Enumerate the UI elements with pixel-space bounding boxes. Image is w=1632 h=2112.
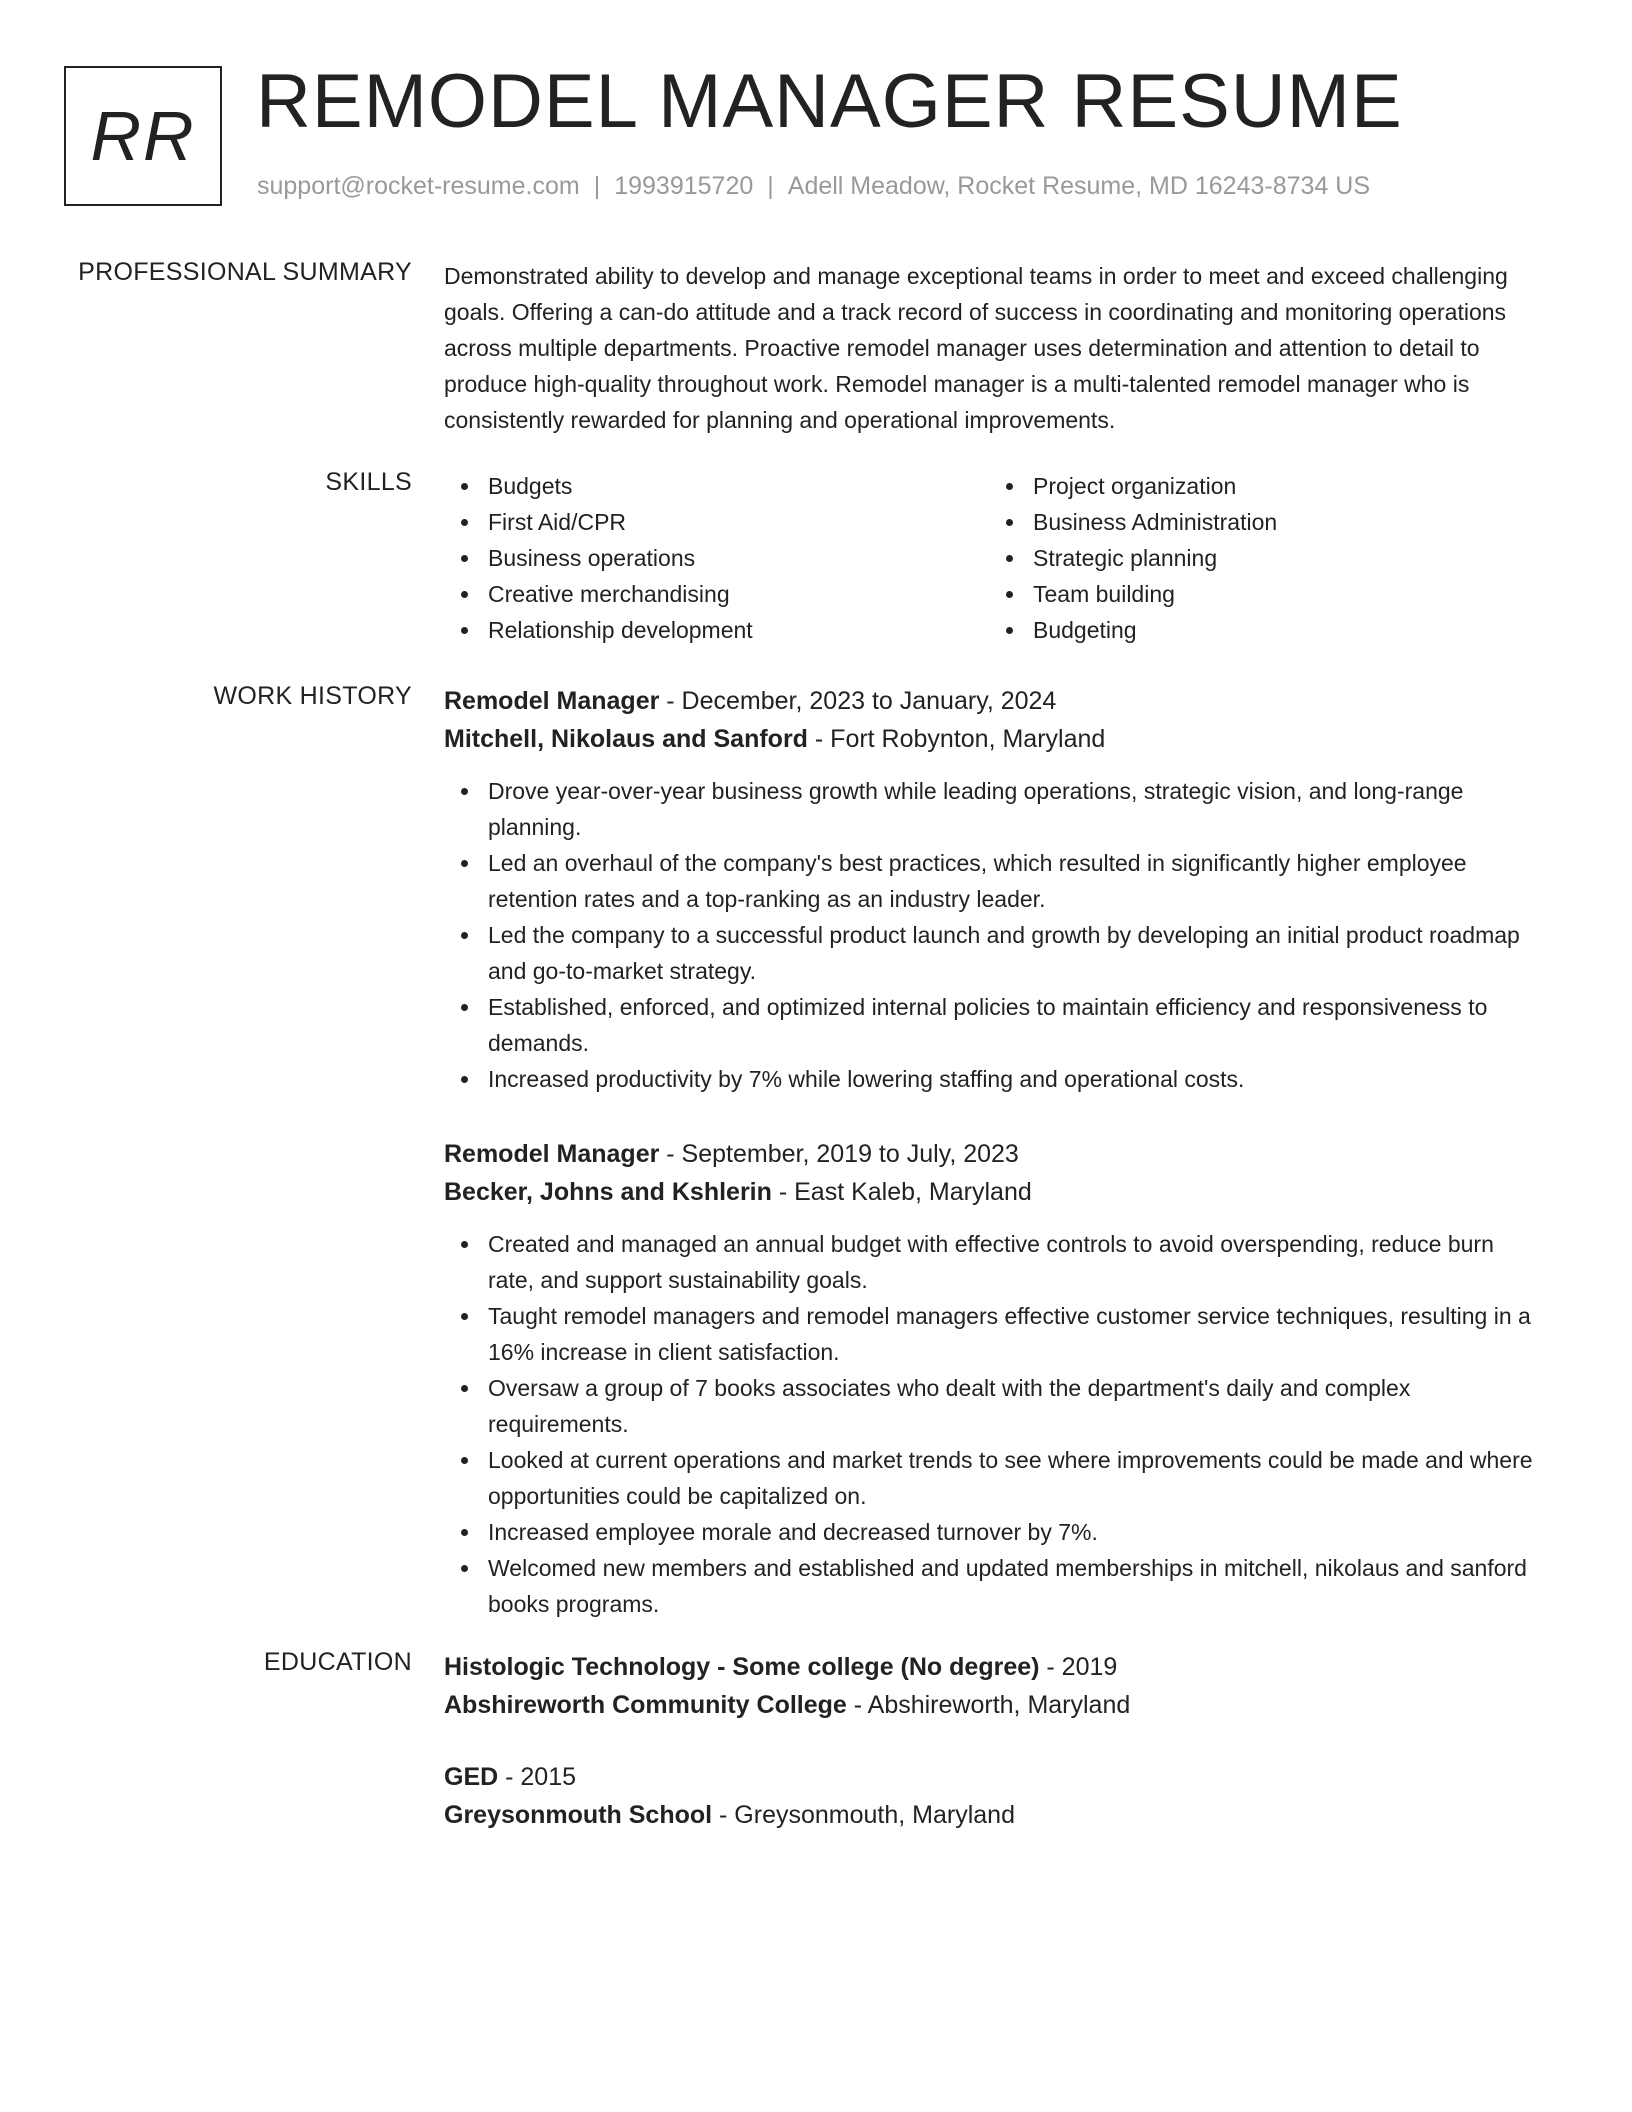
education-degree: Histologic Technology - Some college (No degree)	[444, 1653, 1040, 1681]
skill-item: Project organization	[989, 468, 1534, 504]
job-bullet: Led the company to a successful product launch and growth by developing an initial product roadmap and go-to-market strategy.	[444, 917, 1544, 989]
section-heading: WORK HISTORY	[213, 682, 412, 710]
section-heading: SKILLS	[325, 468, 412, 496]
contact-address: Adell Meadow, Rocket Resume, MD 16243-8734 US	[787, 172, 1371, 200]
skill-item: Creative merchandising	[444, 576, 989, 612]
job-bullet: Taught remodel managers and remodel managers effective customer service techniques, resulting in a 16% increase in client satisfaction.	[444, 1298, 1544, 1370]
education-year: - 2015	[498, 1763, 577, 1791]
education-school-line	[444, 1686, 1544, 1724]
job-bullet: Created and managed an annual budget with effective controls to avoid overspending, reduce burn rate, and support sustainability goals.	[444, 1226, 1544, 1298]
education-entry	[444, 1648, 1544, 1724]
job-bullet: Increased employee morale and decreased turnover by 7%.	[444, 1514, 1544, 1550]
monogram-logo: RR	[64, 66, 222, 206]
section-heading: PROFESSIONAL SUMMARY	[78, 258, 412, 286]
job-bullet: Oversaw a group of 7 books associates who dealt with the department's daily and complex requirements.	[444, 1370, 1544, 1442]
education-year: - 2019	[1039, 1653, 1118, 1681]
education-location: - Greysonmouth, Maryland	[712, 1801, 1015, 1829]
summary-text: Demonstrated ability to develop and manage exceptional teams in order to meet and exceed challenging goals. Offering a can-do attitude and a track record of success in coordinating and monitoring operations across multiple departments. Proactive remodel manager uses determination and attention to detail to produce high-quality throughout work. Remodel manager is a multi-talented remodel manager who is consistently rewarded for planning and operational improvements.	[444, 263, 1508, 433]
skill-item: Team building	[989, 576, 1534, 612]
contact-separator: |	[767, 172, 774, 200]
job-bullet: Increased productivity by 7% while lowering staffing and operational costs.	[444, 1061, 1544, 1097]
education-degree-line	[444, 1758, 1544, 1796]
skill-item: Business Administration	[989, 504, 1534, 540]
job-entry	[444, 1135, 1544, 1622]
job-title: Remodel Manager	[444, 687, 660, 715]
contact-line	[257, 172, 1370, 201]
contact-separator: |	[593, 172, 601, 200]
job-bullet: Looked at current operations and market trends to see where improvements could be made and where opportunities could be capitalized on.	[444, 1442, 1544, 1514]
job-title-line	[444, 1135, 1544, 1173]
education-school: Greysonmouth School	[444, 1801, 713, 1829]
job-bullets	[444, 773, 1544, 1097]
contact-email: support@rocket-resume.com	[257, 172, 580, 200]
skill-item: Budgeting	[989, 612, 1534, 648]
skill-item: Strategic planning	[989, 540, 1534, 576]
job-company: Mitchell, Nikolaus and Sanford	[444, 725, 808, 753]
skill-item: Business operations	[444, 540, 989, 576]
job-bullet: Drove year-over-year business growth while leading operations, strategic vision, and long-range planning.	[444, 773, 1544, 845]
job-bullets	[444, 1226, 1544, 1622]
education-list	[444, 1648, 1544, 1834]
education-entry	[444, 1758, 1544, 1834]
job-bullet: Established, enforced, and optimized internal policies to maintain efficiency and responsiveness to demands.	[444, 989, 1544, 1061]
section-heading: EDUCATION	[263, 1648, 412, 1676]
education-school-line	[444, 1796, 1544, 1834]
education-location: - Abshireworth, Maryland	[846, 1691, 1131, 1719]
job-company-line	[444, 720, 1544, 758]
education-degree-line	[444, 1648, 1544, 1686]
job-entry	[444, 682, 1544, 1097]
skill-item: First Aid/CPR	[444, 504, 989, 540]
skills-column-right	[989, 468, 1534, 648]
job-title-line	[444, 682, 1544, 720]
resume-title: REMODEL MANAGER RESUME	[256, 59, 1403, 144]
skill-item: Budgets	[444, 468, 989, 504]
job-title: Remodel Manager	[444, 1140, 660, 1168]
job-bullet: Led an overhaul of the company's best practices, which resulted in significantly higher employee retention rates and a top-ranking as an industry leader.	[444, 845, 1544, 917]
job-company-line	[444, 1173, 1544, 1211]
job-company: Becker, Johns and Kshlerin	[444, 1178, 772, 1206]
contact-phone: 1993915720	[614, 172, 754, 200]
job-dates: - September, 2019 to July, 2023	[659, 1140, 1019, 1168]
skills-column-left	[444, 468, 989, 648]
skill-item: Relationship development	[444, 612, 989, 648]
job-location: - East Kaleb, Maryland	[771, 1178, 1032, 1206]
job-dates: - December, 2023 to January, 2024	[659, 687, 1057, 715]
job-bullet: Welcomed new members and established and updated memberships in mitchell, nikolaus and sanford books programs.	[444, 1550, 1544, 1622]
job-location: - Fort Robynton, Maryland	[807, 725, 1106, 753]
education-degree: GED	[444, 1763, 499, 1791]
education-school: Abshireworth Community College	[444, 1691, 847, 1719]
skills-list	[444, 468, 1544, 648]
work-history-list	[444, 682, 1544, 1622]
